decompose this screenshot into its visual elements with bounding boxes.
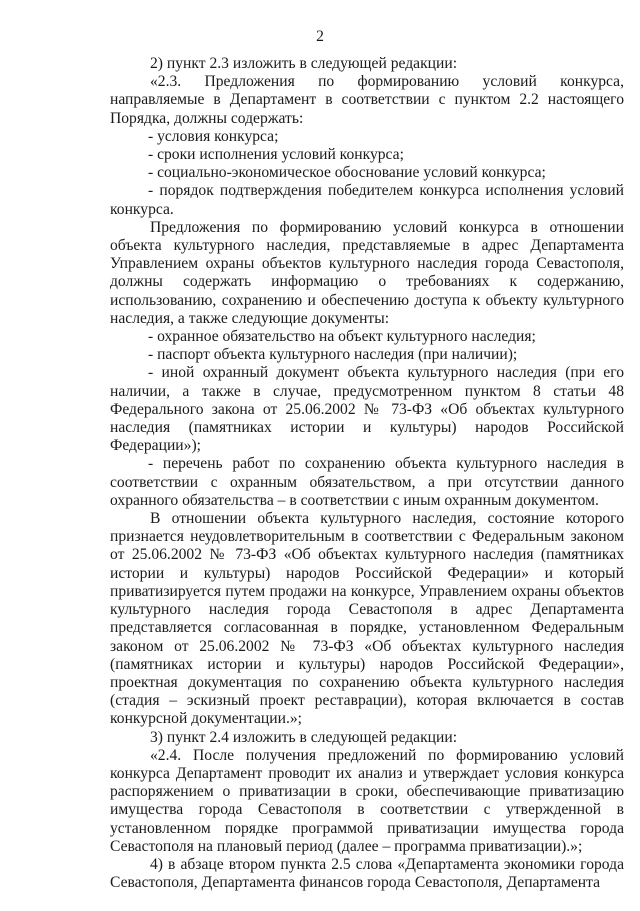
list-item-passport: - паспорт объекта культурного наследия (при наличии);	[148, 346, 518, 364]
list-item-other-document: - иной охранный документ объекта культурного наследия (при его наличии, а также в случае, предусмотренном пунктом 8 статьи 48 Федерального закона от 25.06.2002 № 73-ФЗ «Об объектах культурного наследия (памятниках истории и культуры) народов Российской Федерации»);	[110, 364, 624, 455]
paragraph-amend-2-3: 2) пункт 2.3 изложить в следующей редакции:	[150, 55, 458, 72]
list-item-deadlines: - сроки исполнения условий конкурса;	[148, 146, 404, 164]
paragraph-unsatisfactory-state: В отношении объекта культурного наследия, состояние которого признается неудовлетворительным в соответствии с Федеральным законом от 25.06.2002 № 73-ФЗ «Об объектах культурного наследия (памятниках истории и культуры) народов Российской Федерации» и который приватизируется путем продажи на конкурсе, Управлением охраны объектов культурного наследия города Севастополя в адрес Департамента представляется согласованная в порядке, установленном Федеральным законом от 25.06.2002 № 73-ФЗ «Об объектах культурного наследия (памятниках истории и культуры) народов Российской Федерации», проектная документация по сохранению объекта культурного наследия (стадия – эскизный проект реставрации), которая включается в состав конкурсной документации.»;	[110, 510, 624, 728]
list-item-works-list: - перечень работ по сохранению объекта культурного наследия в соответствии с охранным обязательством, а при отсутствии данного охранного обязательства – в соответствии с иным охранным документом.	[110, 455, 624, 509]
paragraph-amend-2-4: 3) пункт 2.4 изложить в следующей редакции:	[150, 728, 458, 746]
page-number: 2	[316, 28, 324, 45]
list-item-confirmation: - порядок подтверждения победителем конкурса исполнения условий конкурса.	[110, 182, 624, 218]
list-item-conditions: - условия конкурса;	[148, 127, 279, 145]
list-item-protection-obligation: - охранное обязательство на объект культурного наследия;	[148, 328, 536, 346]
paragraph-heritage-proposals: Предложения по формированию условий конкурса в отношении объекта культурного наследия, представляемые в адрес Департамента Управлением охраны объектов культурного наследия города Севастополя, должны содержать информацию о требованиях к содержанию, использованию, сохранению и обеспечению доступа к объекту культурного наследия, а также следующие документы:	[110, 218, 624, 327]
paragraph-2-4-text: «2.4. После получения предложений по формированию условий конкурса Департамент проводит их анализ и утверждает условия конкурса распоряжением о приватизации в сроки, обеспечивающие приватизацию имущества города Севастополя в соответствии с утвержденной в установленном порядке программой приватизации имущества города Севастополя на плановый период (далее – программа приватизации).»;	[110, 746, 624, 855]
paragraph-amend-2-5: 4) в абзаце втором пункта 2.5 слова «Департамента экономики города Севастополя, Департамента финансов города Севастополя, Департамента	[110, 855, 624, 892]
paragraph-2-3-intro: «2.3. Предложения по формированию условий конкурса, направляемые в Департамент в соответствии с пунктом 2.2 настоящего Порядка, должны содержать:	[110, 73, 624, 127]
list-item-justification: - социально-экономическое обоснование условий конкурса;	[148, 164, 546, 182]
document-body	[110, 55, 624, 892]
